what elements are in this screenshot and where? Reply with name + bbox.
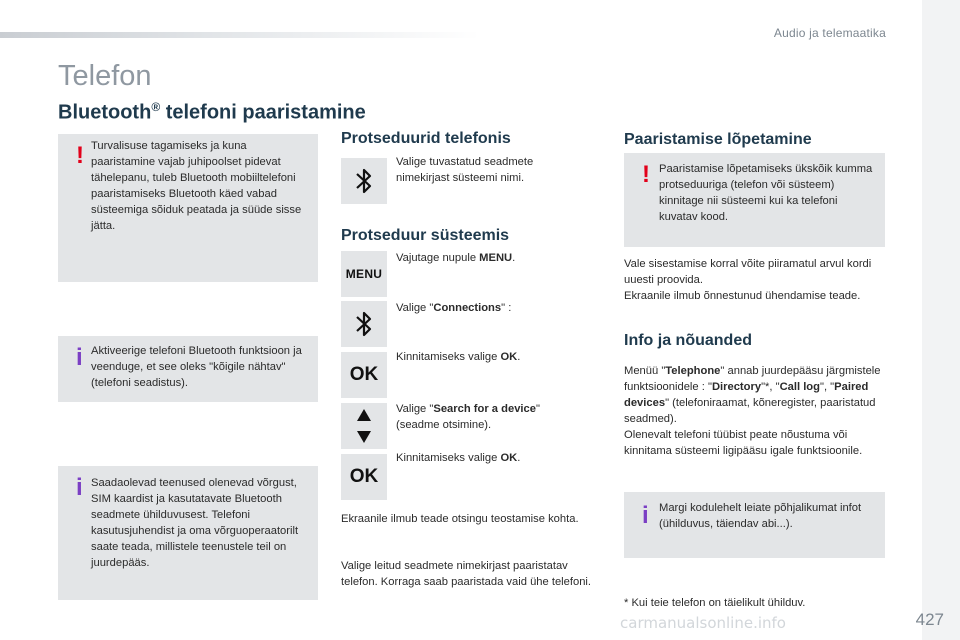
- warning-box: [624, 153, 885, 247]
- warning-text: Turvalisuse tagamiseks ja kuna paaristamine vajab juhipoolset pidevat tähelepanu, tuleb Bluetooth mobiiltelefoni paaristamiseks Bluetooth käed vabad süsteemiga sõiduk peatada ja süüde sisse jätta.: [91, 140, 302, 232]
- section-label: Audio ja telemaatika: [773, 26, 886, 40]
- warning-box: [58, 134, 318, 282]
- info-box: [624, 492, 885, 558]
- exclamation-icon: !: [642, 161, 650, 188]
- up-down-arrows-icon: [341, 403, 387, 449]
- main-heading: Bluetooth® telefoni paaristamine: [58, 100, 366, 124]
- step-text: Valige "Connections" :: [396, 302, 512, 314]
- paragraph: Vale sisestamise korral võite piiramatul arvul kordi uuesti proovida. Ekraanile ilmub õnnestunud ühendamise teade.: [624, 258, 872, 302]
- info-box: [58, 336, 318, 402]
- step-text: Kinnitamiseks valige OK.: [396, 452, 521, 464]
- page-edge-band: [922, 0, 960, 640]
- bluetooth-icon: [341, 301, 387, 347]
- step-text: Valige "Search for a device" (seadme otsimine).: [396, 403, 540, 431]
- section-heading: Protseduurid telefonis: [341, 130, 511, 147]
- step-text: Valige tuvastatud seadmete nimekirjast süsteemi nimi.: [396, 156, 534, 184]
- paragraph: Menüü "Telephone" annab juurdepääsu järgmistele funktsioonidele : "Directory"*, "Call log", "Paired devices" (telefoniraamat, kõneregister, paaristatud seadmed). Olenevalt telefoni tüübist peate nõustuma või kinnitama süsteemi ligipääsu igale funktsioonile.: [624, 365, 881, 457]
- header-bar: [0, 32, 480, 38]
- menu-button-icon: MENU: [341, 251, 387, 297]
- paragraph: Valige leitud seadmete nimekirjast paaristatav telefon. Korraga saab paaristada vaid ühe telefoni.: [341, 560, 592, 588]
- ok-button-icon: OK: [341, 352, 387, 398]
- section-heading: Paaristamise lõpetamine: [624, 131, 812, 148]
- warning-text: Paaristamise lõpetamiseks ükskõik kumma protseduuriga (telefon või süsteem) kinnitage nii süsteemi kui ka telefoni kuvatav kood.: [659, 163, 873, 223]
- section-heading: Info ja nõuanded: [624, 332, 752, 349]
- bluetooth-icon: [341, 158, 387, 204]
- info-text: Aktiveerige telefoni Bluetooth funktsioon ja veenduge, et see oleks "kõigile nähtav" (telefoni seadistus).: [91, 345, 302, 389]
- info-box: [58, 466, 318, 600]
- info-icon: i: [642, 502, 649, 529]
- step-text: Vajutage nupule MENU.: [396, 252, 516, 264]
- section-heading: Protseduur süsteemis: [341, 227, 510, 244]
- info-text: Saadaolevad teenused olenevad võrgust, SIM kaardist ja kasutatavate Bluetooth seadmete ühilduvusest. Telefoni kasutusjuhendist ja oma võrguoperaatorilt saate teada, millistele teenustele teil on juurdepääs.: [91, 477, 299, 569]
- exclamation-icon: !: [76, 142, 84, 169]
- step-text: Kinnitamiseks valige OK.: [396, 351, 521, 363]
- watermark: carmanualsonline.info: [620, 614, 786, 632]
- info-icon: i: [76, 344, 83, 371]
- page-number: 427: [915, 610, 944, 629]
- info-icon: i: [76, 474, 83, 501]
- page-title: Telefon: [58, 60, 152, 92]
- info-text: Margi kodulehelt leiate põhjalikumat infot (ühilduvus, täiendav abi...).: [659, 502, 862, 530]
- ok-button-icon: OK: [341, 454, 387, 500]
- footnote: * Kui teie telefon on täielikult ühilduv.: [624, 597, 806, 609]
- paragraph: Ekraanile ilmub teade otsingu teostamise kohta.: [341, 513, 579, 525]
